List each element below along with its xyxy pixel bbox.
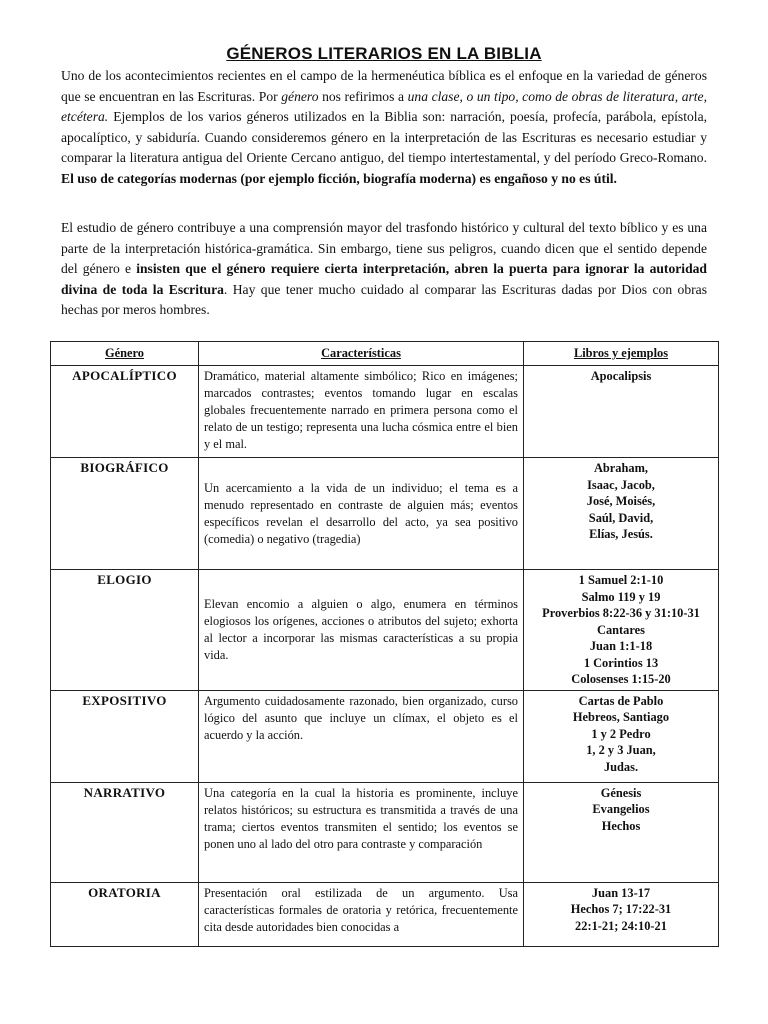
book-entry: Apocalipsis bbox=[590, 369, 652, 383]
book-entry: 1 Samuel 2:1-10 bbox=[578, 573, 664, 587]
p1-text-3: Ejemplos de los varios géneros utilizados en la Biblia son: narración, poesía, profecía, parábola, epístola, apocalíptico, y sabiduría. Cuando consideremos género en la interpretación de las Escrituras es necesario estudiar y comparar la literatura antigua del Oriente Cercano antiguo, del tiempo intertestamental, y del período Greco-Romano. bbox=[61, 109, 707, 166]
description-cell: Presentación oral estilizada de un argumento. Usa características formales de oratoria y retórica, frecuentemente cita desde autoridades bien conocidas a bbox=[199, 882, 524, 946]
books-cell bbox=[524, 570, 719, 691]
description-cell: Argumento cuidadosamente razonado, bien organizado, curso lógico del asunto que incluye un clímax, el objeto es el acuerdo y la acción. bbox=[199, 690, 524, 782]
p1-italic-genero: género bbox=[281, 88, 319, 104]
books-cell bbox=[524, 458, 719, 570]
book-entry: Hechos bbox=[601, 818, 641, 833]
book-entry: Evangelios bbox=[592, 802, 650, 816]
book-entry: José, Moisés, bbox=[586, 494, 656, 508]
p1-italic-definition: una clase, o un tipo, como de obras de literatura, arte, etcétera. bbox=[61, 88, 707, 125]
genre-cell: BIOGRÁFICO bbox=[51, 458, 199, 570]
table-row bbox=[51, 782, 719, 882]
description-cell: Una categoría en la cual la historia es prominente, incluye relatos históricos; su estructura es transmitida a través de una trama; ciertos eventos transmiten el sentido; los eventos se ponen uno al lado del otro para contraste y comparación bbox=[199, 782, 524, 882]
book-entry: Saúl, David, bbox=[588, 510, 654, 525]
book-entry: Hebreos, Santiago bbox=[572, 710, 670, 724]
p2-text-2: . Hay que tener mucho cuidado al comparar las Escrituras dadas por Dios con obras hechas por meros hombres. bbox=[61, 281, 707, 318]
genre-cell: ELOGIO bbox=[51, 570, 199, 691]
table-header-row bbox=[51, 342, 719, 366]
books-cell bbox=[524, 782, 719, 882]
book-entry: Cartas de Pablo bbox=[578, 693, 664, 708]
book-entry: 22:1-21; 24:10-21 bbox=[575, 918, 667, 933]
intro-paragraph bbox=[61, 66, 707, 190]
genres-table bbox=[50, 341, 719, 947]
book-entry: Proverbios 8:22-36 y 31:10-31 bbox=[542, 606, 700, 620]
book-entry: 1 y 2 Pedro bbox=[591, 726, 651, 741]
book-entry: Abraham, bbox=[593, 461, 649, 475]
table-row bbox=[51, 690, 719, 782]
p1-text-1: Uno de los acontecimientos recientes en el campo de la hermenéutica bíblica es el enfoque en la variedad de géneros que se encuentran en las Escrituras. Por bbox=[61, 68, 707, 104]
header-caracteristicas: Características bbox=[199, 342, 524, 366]
description-cell: Un acercamiento a la vida de un individuo; el tema es a menudo representado en contraste de alguien más; eventos específicos revelan el desarrollo del acto, ya sea positivo (comedia) o negativo (tragedia) bbox=[199, 458, 524, 570]
genre-cell: EXPOSITIVO bbox=[51, 690, 199, 782]
document-title: GÉNEROS LITERARIOS EN LA BIBLIA bbox=[226, 44, 542, 63]
book-entry: Juan 13-17 bbox=[591, 885, 651, 900]
table-row bbox=[51, 366, 719, 458]
book-entry: Cantares bbox=[597, 622, 645, 637]
p2-text-1: El estudio de género contribuye a una comprensión mayor del trasfondo histórico y cultural del texto bíblico y es una parte de la interpretación histórica-gramática. Sin embargo, tiene sus peligros, cuando dicen que el sentido depende del género e bbox=[61, 220, 707, 277]
book-entry: Colosenses 1:15-20 bbox=[571, 672, 671, 686]
genre-cell: ORATORIA bbox=[51, 882, 199, 946]
table-row bbox=[51, 458, 719, 570]
genre-cell: NARRATIVO bbox=[51, 782, 199, 882]
book-entry: Juan 1:1-18 bbox=[589, 639, 653, 653]
header-libros: Libros y ejemplos bbox=[524, 342, 719, 366]
book-entry: Judas. bbox=[603, 759, 639, 774]
book-entry: 1, 2 y 3 Juan, bbox=[586, 743, 656, 757]
book-entry: Salmo 119 y 19 bbox=[581, 589, 661, 604]
genre-cell: APOCALÍPTICO bbox=[51, 366, 199, 458]
book-entry: 1 Corintios 13 bbox=[583, 655, 659, 670]
books-cell bbox=[524, 690, 719, 782]
book-entry: Elías, Jesús. bbox=[589, 527, 653, 541]
table-row bbox=[51, 882, 719, 946]
book-entry: Génesis bbox=[600, 785, 642, 800]
p2-bold-warning: insisten que el género requiere cierta interpretación, abren la puerta para ignorar la autoridad divina de toda la Escritura bbox=[61, 261, 707, 297]
book-entry: Isaac, Jacob, bbox=[587, 477, 655, 492]
table-row bbox=[51, 570, 719, 691]
p1-text-2: nos refirimos a bbox=[318, 88, 408, 104]
description-cell: Elevan encomio a alguien o algo, enumera en términos elogiosos los orígenes, acciones o atributos del sujeto; exhorta al lector a incorporar las mismas características a su propia vida. bbox=[199, 570, 524, 691]
book-entry: Hechos 7; 17:22-31 bbox=[570, 902, 672, 916]
books-cell bbox=[524, 882, 719, 946]
header-genero: Género bbox=[51, 342, 199, 366]
second-paragraph bbox=[61, 218, 707, 321]
description-cell: Dramático, material altamente simbólico; Rico en imágenes; marcados contrastes; eventos tomando lugar en escalas globales frecuentemente narrado en primera persona como el relato de un testigo; representa una lucha cósmica entre el bien y el mal. bbox=[199, 366, 524, 458]
books-cell bbox=[524, 366, 719, 458]
p1-bold-warning: El uso de categorías modernas (por ejemplo ficción, biografía moderna) es engañoso y no es útil. bbox=[61, 170, 617, 186]
